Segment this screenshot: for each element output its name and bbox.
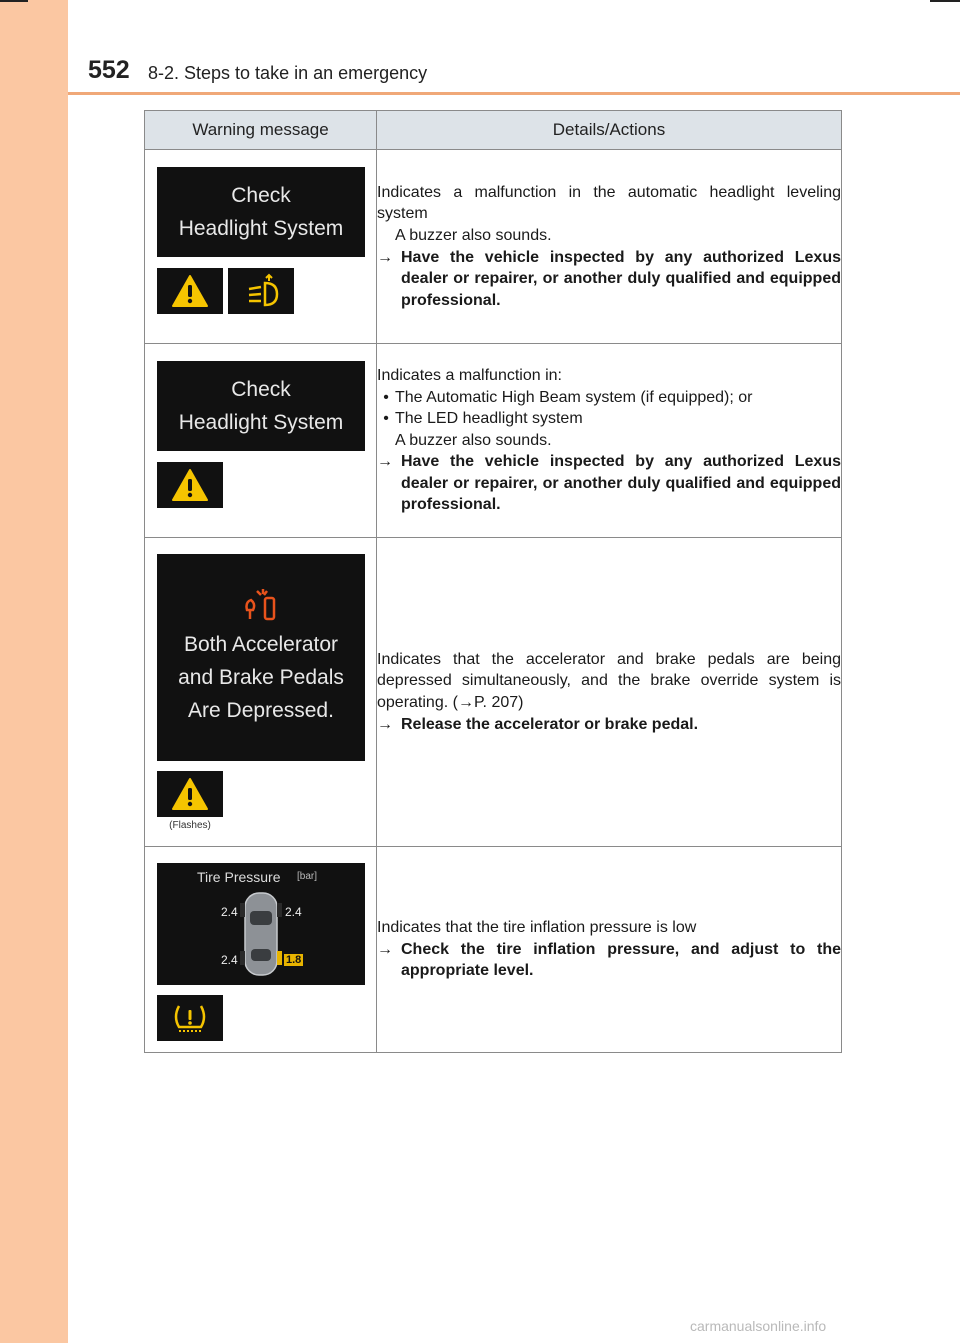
warning-image-cell	[145, 538, 377, 847]
side-tab	[0, 0, 68, 1343]
column-header-details: Details/Actions	[377, 111, 842, 150]
display-line: Check	[231, 378, 291, 401]
crop-mark-right	[930, 0, 960, 2]
action-text: → Have the vehicle inspected by any authorized Lexus dealer or repairer, or another duly qualified and equipped professional.	[377, 451, 841, 516]
display-line: and Brake Pedals	[178, 666, 344, 689]
arrow-icon: →	[377, 248, 393, 266]
master-warning-icon	[157, 268, 223, 314]
tire-pressure-display	[157, 863, 365, 985]
details-cell	[377, 344, 842, 538]
details-cell	[377, 538, 842, 847]
details-text: Indicates that the accelerator and brake pedals are being depressed simultaneously, and the brake override system is operating. (→P. 207)	[377, 650, 841, 711]
display-line: Check	[231, 184, 291, 207]
arrow-icon: →	[457, 694, 474, 711]
action-text: → Have the vehicle inspected by any authorized Lexus dealer or repairer, or another duly qualified and equipped professional.	[377, 247, 841, 312]
details-cell	[377, 847, 842, 1053]
details-text: Indicates a malfunction in:	[377, 366, 562, 384]
table-row	[145, 847, 842, 1053]
table-row	[145, 538, 842, 847]
details-text: Indicates a malfunction in the automatic headlight leveling system	[377, 183, 841, 223]
car-top-view-icon	[239, 889, 283, 979]
arrow-icon: →	[377, 453, 393, 471]
page-reference: P. 207)	[473, 694, 524, 711]
list-item: • The Automatic High Beam system (if equipped); or	[383, 388, 753, 406]
tire-value-rear-left: 2.4	[221, 953, 238, 967]
details-cell	[377, 150, 842, 344]
buzzer-note: A buzzer also sounds.	[395, 226, 552, 244]
warning-image-cell	[145, 150, 377, 344]
headlight-leveling-icon	[228, 268, 294, 314]
tire-pressure-title: Tire Pressure	[197, 869, 281, 885]
warning-table	[144, 110, 842, 1053]
display-line: Headlight System	[178, 411, 344, 434]
table-row	[145, 150, 842, 344]
master-warning-icon	[157, 462, 223, 508]
crop-mark-left	[0, 0, 28, 2]
display-message	[157, 167, 365, 257]
table-row	[145, 344, 842, 538]
details-text: Indicates that the tire inflation pressure is low	[377, 919, 697, 937]
page-number: 552	[88, 56, 130, 84]
pedal-warning-icon	[241, 588, 281, 622]
warning-image-cell	[145, 847, 377, 1053]
tire-value-rear-right: 1.8	[286, 954, 302, 966]
display-message	[157, 361, 365, 451]
display-line: Are Depressed.	[188, 699, 334, 722]
display-line: Both Accelerator	[183, 633, 339, 656]
header-rule	[68, 92, 960, 95]
tire-pressure-warning-icon	[157, 995, 223, 1041]
section-title: 8-2. Steps to take in an emergency	[148, 63, 428, 83]
display-line: Headlight System	[178, 217, 344, 240]
column-header-warning: Warning message	[145, 111, 377, 150]
list-item: • The LED headlight system	[383, 410, 583, 428]
arrow-icon: →	[377, 940, 393, 958]
tire-value-front-right: 2.4	[285, 905, 302, 919]
action-text: → Release the accelerator or brake pedal.	[377, 714, 841, 736]
arrow-icon: →	[377, 715, 393, 733]
master-warning-icon	[157, 771, 223, 817]
display-message	[157, 554, 365, 761]
buzzer-note: A buzzer also sounds.	[395, 431, 552, 449]
flashes-caption: (Flashes)	[169, 820, 211, 831]
tire-pressure-unit: [bar]	[297, 871, 318, 882]
warning-image-cell	[145, 344, 377, 538]
table-header-row	[145, 111, 842, 150]
watermark: carmanualsonline.info	[690, 1318, 827, 1334]
tire-value-front-left: 2.4	[221, 905, 238, 919]
action-text: → Check the tire inflation pressure, and adjust to the appropriate level.	[377, 939, 841, 982]
